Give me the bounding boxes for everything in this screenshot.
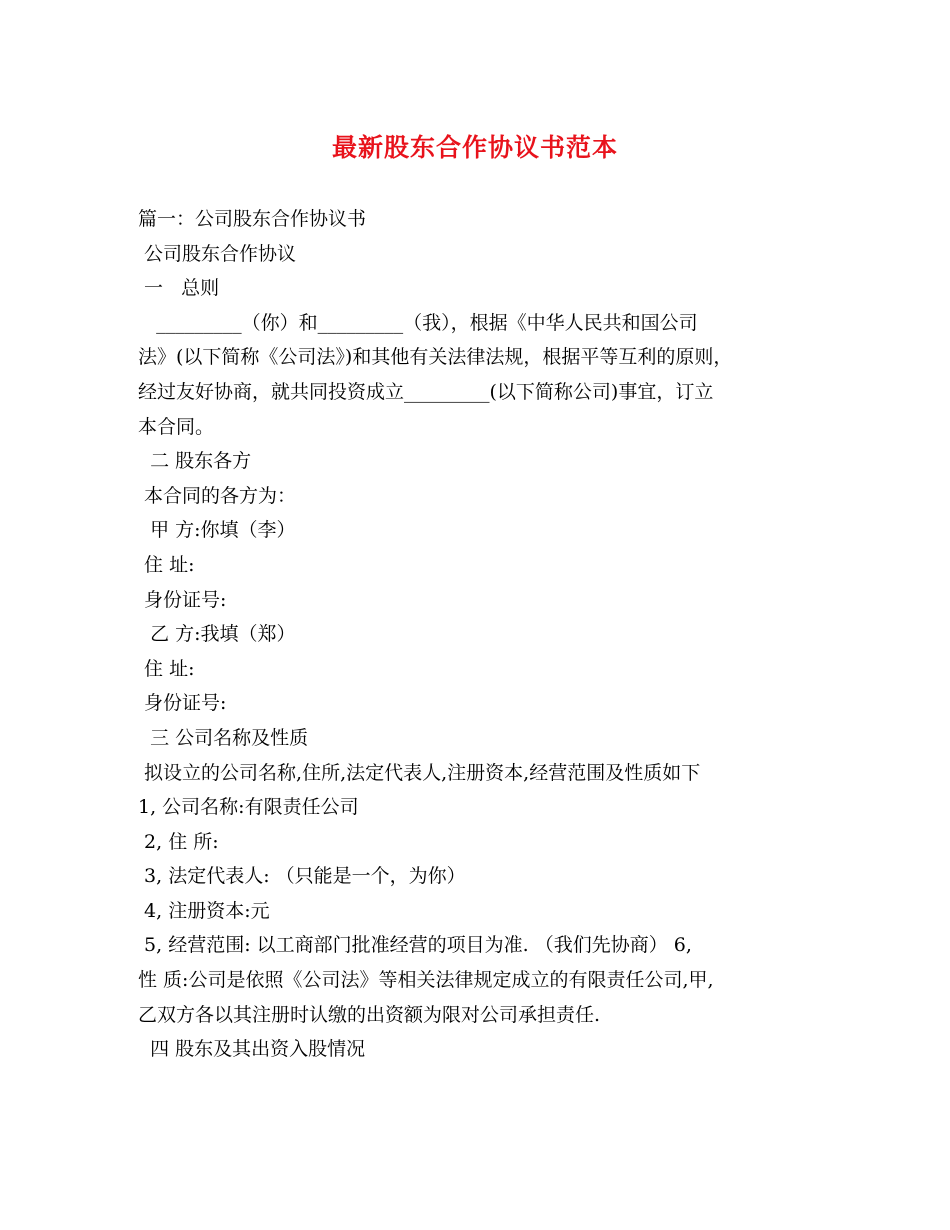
agreement-subtitle: 公司股东合作协议	[138, 242, 297, 265]
document-body	[138, 202, 818, 1067]
paragraph-line: 拟设立的公司名称,住所,法定代表人,注册资本,经营范围及性质如下	[138, 761, 701, 784]
party-b-address: 住 址:	[138, 657, 195, 680]
list-item: 性 质:公司是依照《公司法》等相关法律规定成立的有限责任公司,甲,	[138, 969, 714, 992]
list-item: 2, 住 所:	[138, 830, 219, 853]
list-item: 5, 经营范围: 以工商部门批准经营的项目为准. （我们先协商） 6,	[138, 934, 692, 957]
list-item: 1, 公司名称:有限责任公司	[138, 796, 359, 819]
list-item: 4, 注册资本:元	[138, 899, 270, 922]
section-heading: 篇一：公司股东合作协议书	[138, 208, 367, 230]
party-a-id-number: 身份证号:	[138, 588, 227, 611]
list-item: 3, 法定代表人: （只能是一个，为你）	[138, 865, 466, 888]
chapter-heading-company: 三 公司名称及性质	[138, 726, 309, 749]
party-a-line: 甲 方:你填（李）	[138, 519, 296, 542]
chapter-heading-shareholders: 四 股东及其出资入股情况	[138, 1038, 366, 1061]
paragraph-line: 经过友好协商，就共同投资成立_________(以下简称公司)事宜，订立	[138, 380, 714, 403]
party-b-line: 乙 方:我填（郑）	[138, 623, 296, 646]
list-item: 乙双方各以其注册时认缴的出资额为限对公司承担责任.	[138, 1003, 601, 1026]
paragraph-line: 本合同。	[138, 415, 215, 438]
party-a-address: 住 址:	[138, 553, 195, 576]
paragraph-line: 法》(以下简称《公司法》)和其他有关法律法规，根据平等互利的原则，	[138, 346, 733, 369]
paragraph-line: 本合同的各方为：	[138, 484, 297, 507]
chapter-heading-general: 一 总则	[138, 277, 220, 300]
document-title: 最新股东合作协议书范本	[331, 133, 618, 162]
paragraph-line: _________（你）和_________（我），根据《中华人民共和国公司	[138, 311, 698, 334]
party-b-id-number: 身份证号:	[138, 692, 227, 715]
chapter-heading-parties: 二 股东各方	[138, 450, 252, 473]
